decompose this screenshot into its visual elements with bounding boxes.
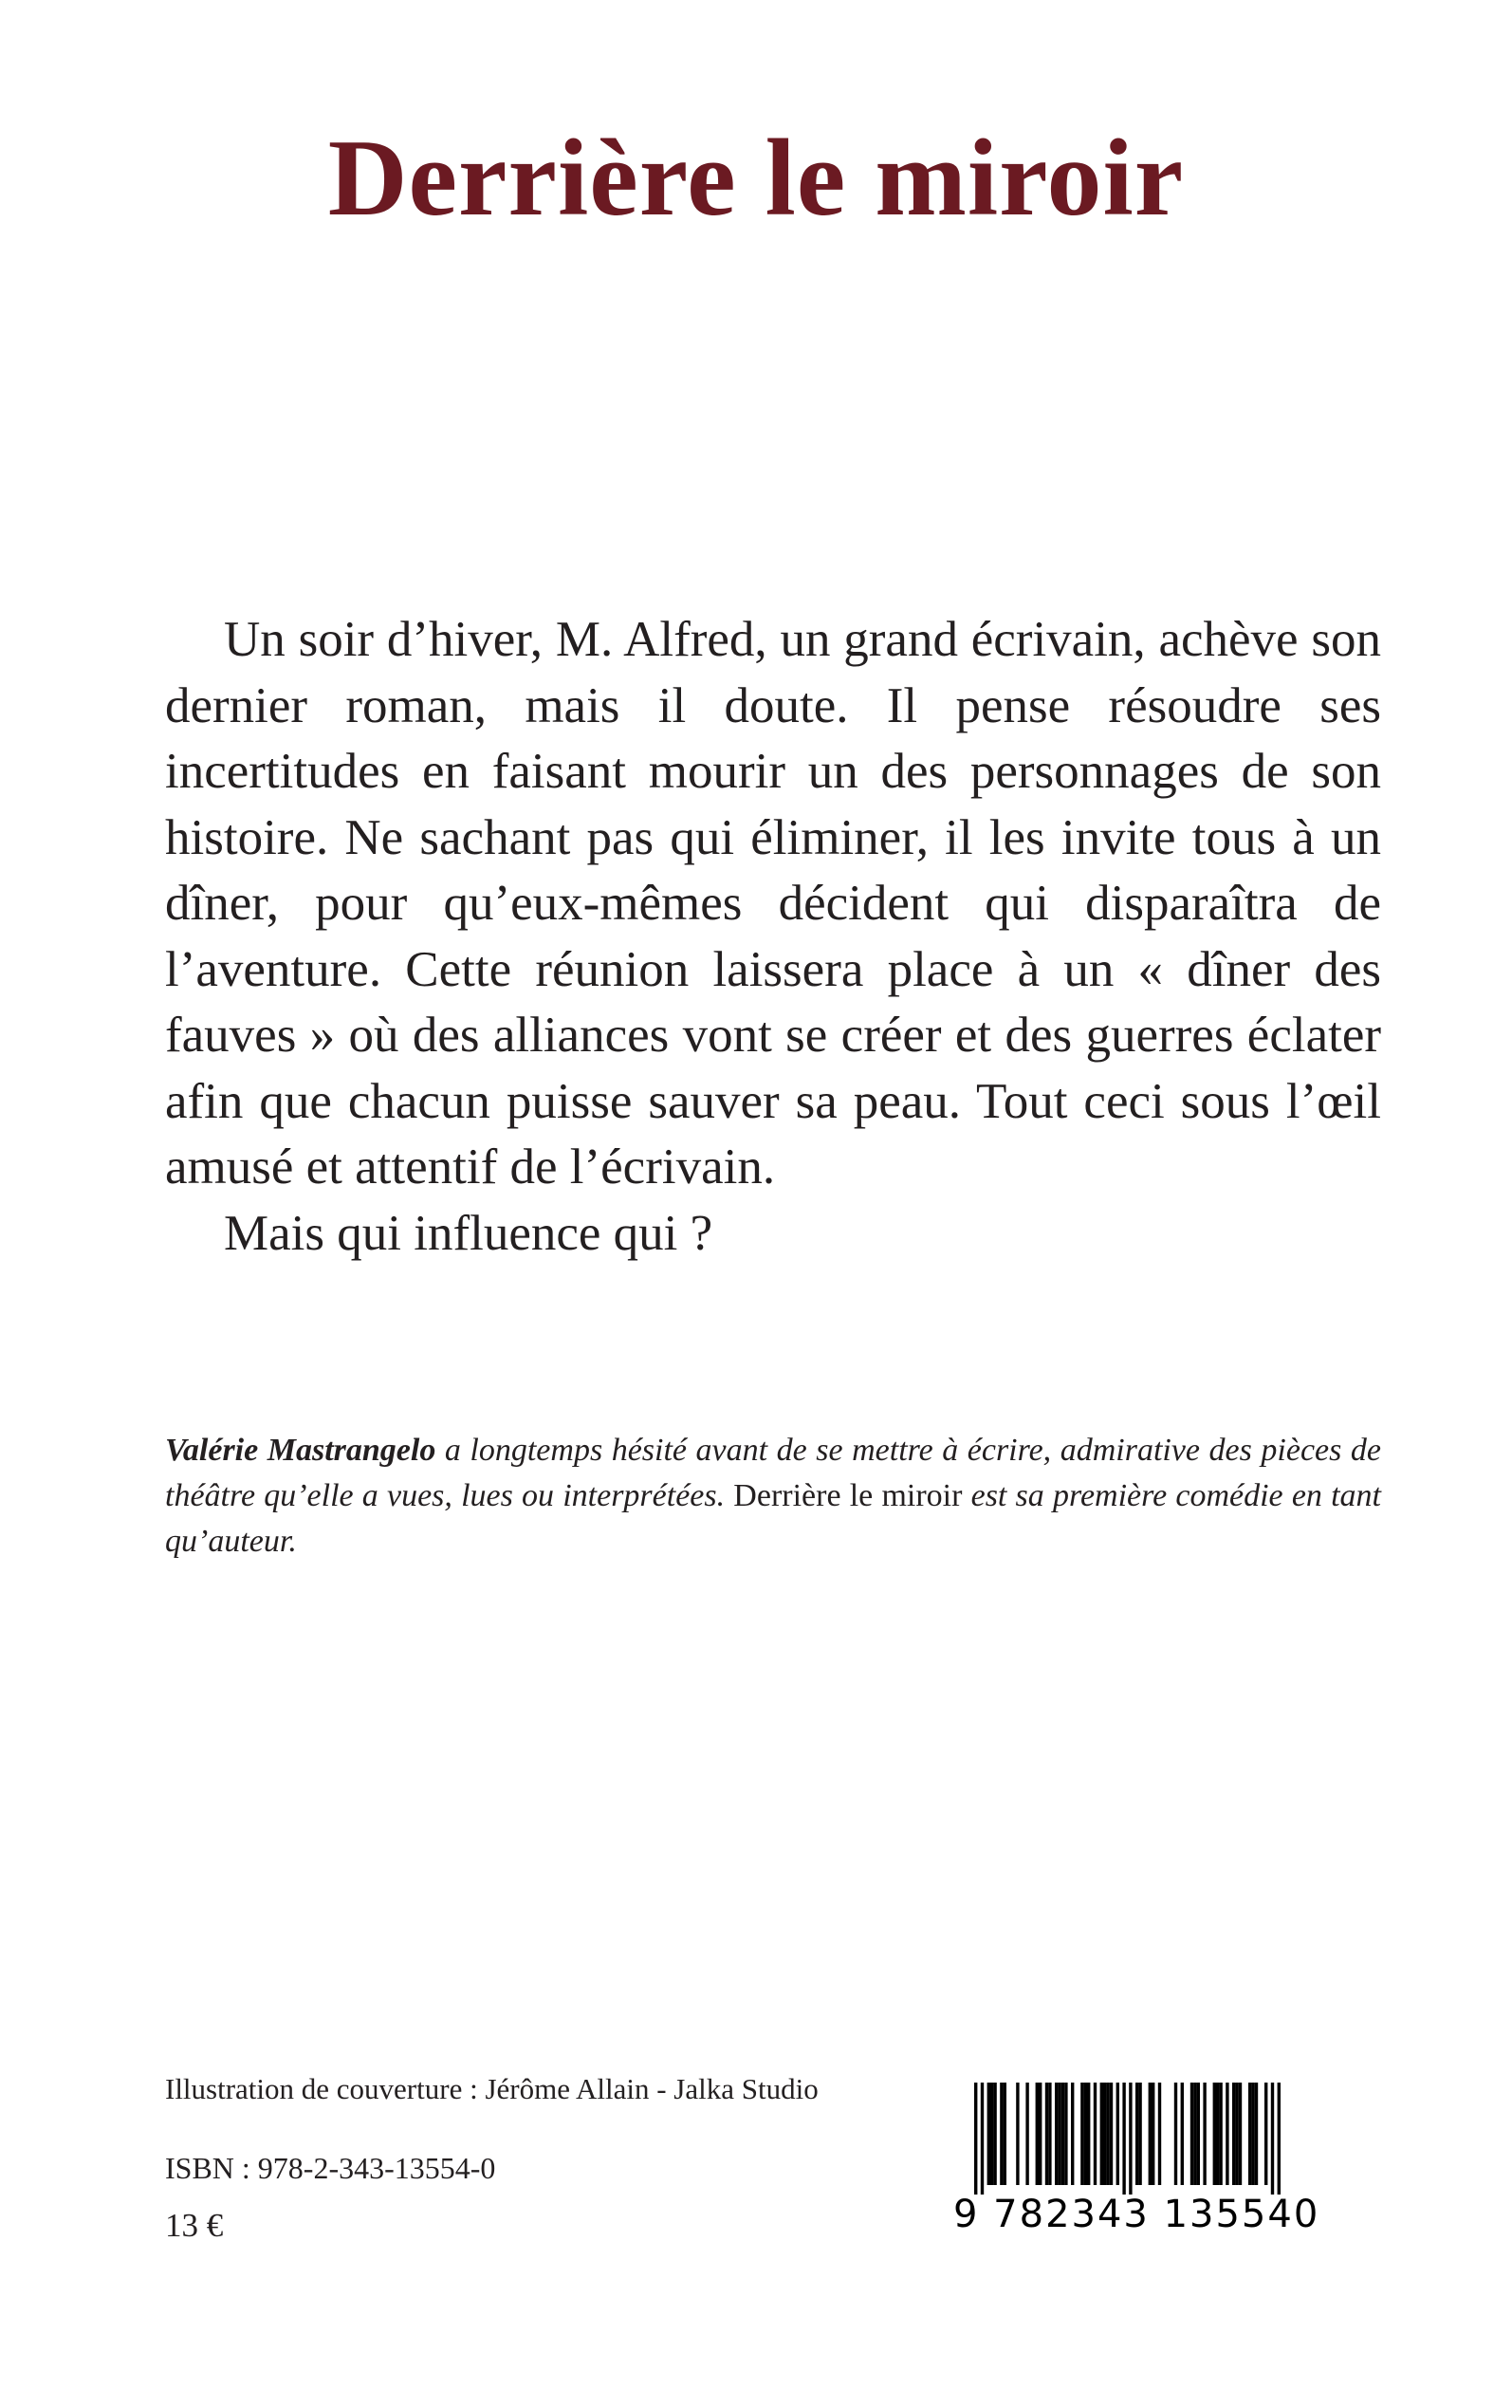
barcode-bar [1094,2083,1097,2185]
illustration-credit: Illustration de couverture : Jérôme Allain - Jalka Studio [165,2072,819,2105]
barcode-bar [990,2083,993,2185]
barcode-bar [1025,2083,1028,2185]
barcode-bar [1084,2083,1087,2185]
barcode-bar [1219,2083,1222,2185]
barcode-bar [1255,2083,1258,2185]
barcode-bar [1197,2083,1200,2185]
barcode-bar [1080,2083,1083,2185]
barcode-bar [1216,2083,1219,2185]
barcode-bar [1235,2083,1238,2185]
barcode-bar [1058,2083,1060,2185]
barcode-bar [1016,2083,1019,2185]
barcode-bar [1071,2083,1074,2185]
barcode-bar [1064,2083,1067,2185]
barcode-bar [1278,2083,1281,2195]
price: 13 € [165,2207,224,2244]
barcode-bar [1103,2083,1106,2185]
barcode-bar [1135,2083,1138,2185]
barcode-bar [1039,2083,1042,2185]
isbn-number: ISBN : 978-2-343-13554-0 [165,2151,496,2185]
barcode-bar [1174,2083,1177,2185]
barcode-bar [1226,2083,1228,2185]
author-name: Valérie Mastrangelo [165,1433,436,1468]
barcode-bar [1190,2083,1193,2185]
barcode-bar [1087,2083,1090,2185]
barcode-bar [1248,2083,1251,2185]
barcode-bar [1264,2083,1267,2185]
barcode-bar [1232,2083,1235,2185]
barcode-bar [1203,2083,1206,2185]
barcode-bar [1129,2083,1132,2195]
barcode-bar [1158,2083,1161,2185]
barcode-bar [1271,2083,1274,2195]
barcode-bar [1122,2083,1125,2195]
barcode-bar [1239,2083,1242,2185]
barcode-bar [1045,2083,1048,2185]
barcode-digits: 9 782343 135540 [953,2193,1320,2236]
barcode-bar [1036,2083,1039,2185]
barcode-bar [1004,2083,1006,2185]
barcode-bar [1110,2083,1113,2185]
barcode-bar [1100,2083,1103,2185]
book-title: Derrière le miroir [327,118,1185,239]
barcode-bar [1048,2083,1051,2185]
barcode-bar [1213,2083,1216,2185]
barcode-bar [1152,2083,1154,2185]
bio-text: a longtemps hésité avant de se mettre à écrire, admirative des pièces de théâtre qu’elle a vues, lues ou interprétées. [165,1433,1381,1513]
bio-text: est sa première comédie en tant qu’auteur. [165,1478,1381,1559]
barcode-bar [1055,2083,1058,2185]
barcode-bar [1193,2083,1196,2185]
back-cover-blurb [165,607,1381,1267]
barcode-bar [981,2083,984,2195]
bio-book-title: Derrière le miroir [733,1478,963,1513]
barcode-bar [1061,2083,1064,2185]
barcode-bar [987,2083,990,2185]
barcode-bar [1000,2083,1003,2185]
barcode-bar [1138,2083,1141,2185]
barcode-bars [953,2083,1295,2195]
barcode-bar [1116,2083,1119,2185]
author-bio [165,1428,1381,1565]
blurb-paragraph: Mais qui influence qui ? [224,1205,713,1261]
barcode-bar [1251,2083,1254,2185]
barcode-bar [1106,2083,1109,2185]
barcode-bar [1149,2083,1152,2185]
barcode-bar [993,2083,996,2185]
blurb-paragraph: Un soir d’hiver, M. Alfred, un grand écrivain, achève son dernier roman, mais il doute. Il pense résoudre ses incertitudes en faisant mourir un des personnages de son histoire. Ne sachant pas qui éliminer, il les invite tous à un dîner, pour qu’eux-mêmes décident qui disparaîtra de l’aventure. Cette réunion laissera place à un « dîner des fauves » où des alliances vont se créer et des guerres éclater afin que chacun puisse sauver sa peau. Tout ceci sous l’œil amusé et attentif de l’écrivain. [165,612,1381,1195]
barcode-bar [974,2083,977,2195]
barcode-bar [1181,2083,1184,2185]
